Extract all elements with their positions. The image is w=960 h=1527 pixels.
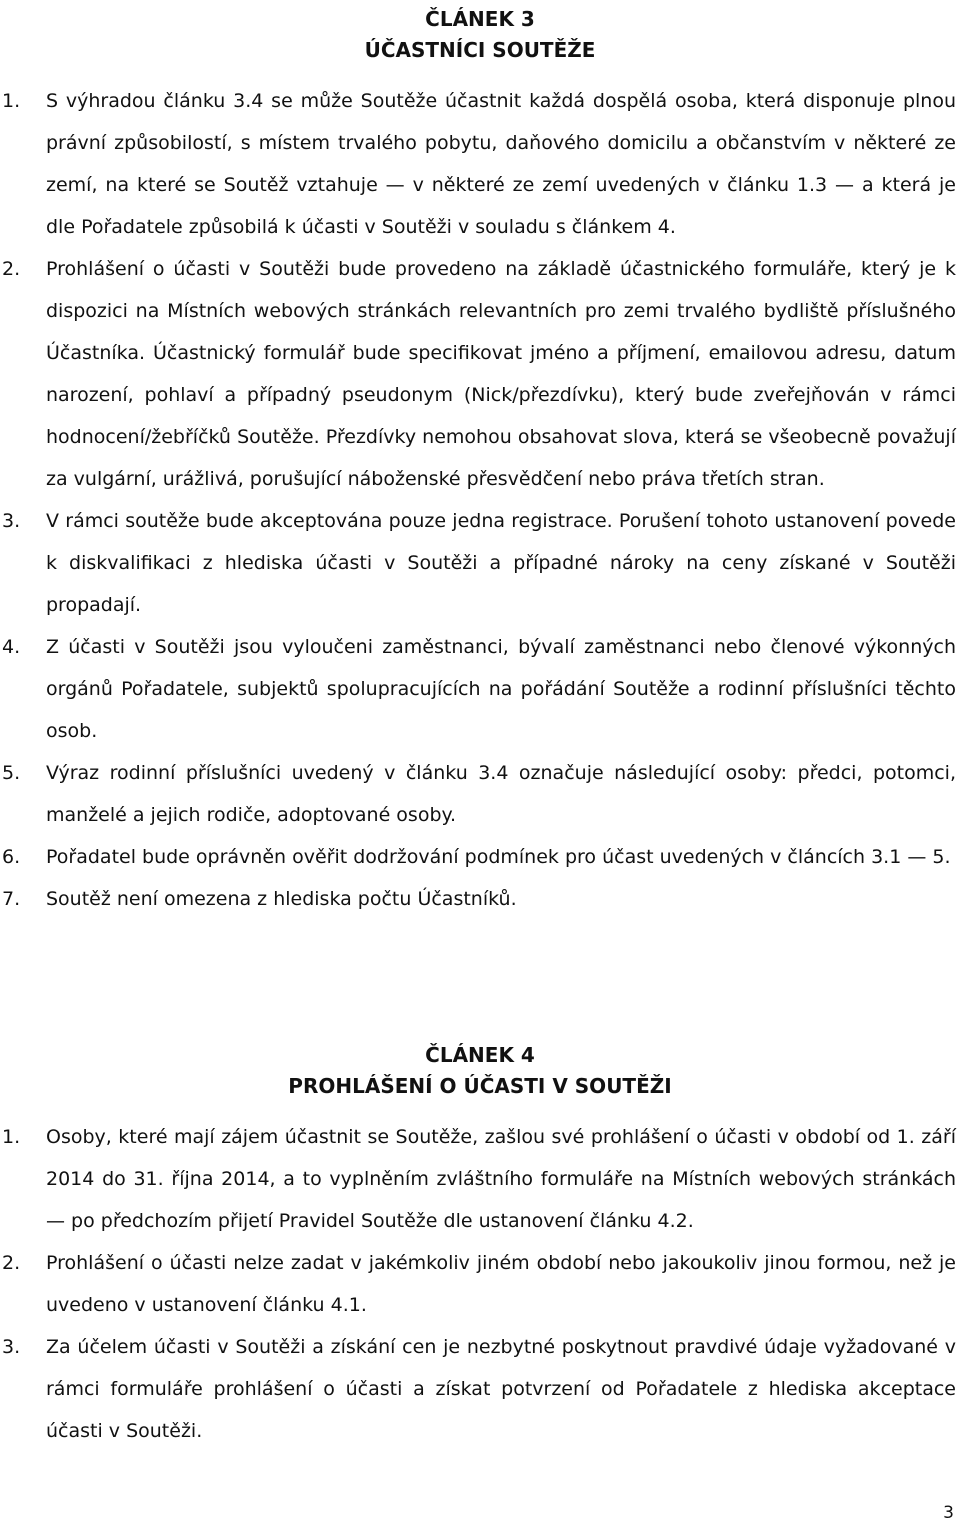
item-number: 1. [2,1126,21,1148]
list-item [0,248,960,500]
item-number: 2. [2,258,21,280]
list-item [0,80,960,248]
item-text: V rámci soutěže bude akceptována pouze jedna registrace. Porušení tohoto ustanovení povede k diskvalifikaci z hlediska účasti v Soutěži a případné nároky na ceny získané v Soutěži propadají. [46,510,956,616]
article-4-heading [0,1040,960,1102]
item-number: 4. [2,636,21,658]
article-4 [0,1040,960,1452]
item-number: 3. [2,510,21,532]
list-item [0,1326,960,1452]
list-item [0,500,960,626]
list-item [0,836,960,878]
list-item [0,626,960,752]
list-item [0,1242,960,1326]
item-number: 5. [2,762,21,784]
item-text: Prohlášení o účasti nelze zadat v jakémkoliv jiném období nebo jakoukoliv jinou formou, než je uvedeno v ustanovení článku 4.1. [46,1252,956,1316]
item-text: Osoby, které mají zájem účastnit se Soutěže, zašlou své prohlášení o účasti v období od 1. září 2014 do 31. října 2014, a to vyplněním zvláštního formuláře na Místních webových stránkách — po předchozím přijetí Pravidel Soutěže dle ustanovení článku 4.2. [46,1126,956,1232]
item-number: 3. [2,1336,21,1358]
article-3-title: ČLÁNEK 3 [425,7,535,31]
item-text: Z účasti v Soutěži jsou vyloučeni zaměstnanci, bývalí zaměstnanci nebo členové výkonných orgánů Pořadatele, subjektů spolupracujících na pořádání Soutěže a rodinní příslušníci těchto osob. [46,636,956,742]
item-number: 7. [2,888,21,910]
article-4-subtitle: PROHLÁŠENÍ O ÚČASTI V SOUTĚŽI [288,1074,672,1098]
item-number: 2. [2,1252,21,1274]
item-text: Výraz rodinní příslušníci uvedený v článku 3.4 označuje následující osoby: předci, potomci, manželé a jejich rodiče, adoptované osoby. [46,762,956,826]
list-item [0,1116,960,1242]
article-3-heading [0,4,960,66]
article-4-title: ČLÁNEK 4 [425,1043,535,1067]
item-number: 1. [2,90,21,112]
article-3-subtitle: ÚČASTNÍCI SOUTĚŽE [364,38,596,62]
article-4-list [0,1116,960,1452]
page-number: 3 [943,1503,954,1523]
article-3-list [0,80,960,920]
item-text: Prohlášení o účasti v Soutěži bude provedeno na základě účastnického formuláře, který je k dispozici na Místních webových stránkách relevantních pro zemi trvalého bydliště příslušného Účastníka. Účastnický formulář bude specifikovat jméno a příjmení, emailovou adresu, datum narození, pohlaví a případný pseudonym (Nick/přezdívku), který bude zveřejňován v rámci hodnocení/žebříčků Soutěže. Přezdívky nemohou obsahovat slova, která se všeobecně považují za vulgární, urážlivá, porušující náboženské přesvědčení nebo práva třetích stran. [46,258,956,490]
item-text: S výhradou článku 3.4 se může Soutěže účastnit každá dospělá osoba, která disponuje plnou právní způsobilostí, s místem trvalého pobytu, daňového domicilu a občanstvím v některé ze zemí, na které se Soutěž vztahuje — v některé ze zemí uvedených v článku 1.3 — a která je dle Pořadatele způsobilá k účasti v Soutěži v souladu s článkem 4. [46,90,956,238]
list-item [0,752,960,836]
item-text: Soutěž není omezena z hlediska počtu Účastníků. [46,888,517,910]
article-3 [0,4,960,920]
item-text: Pořadatel bude oprávněn ověřit dodržování podmínek pro účast uvedených v článcích 3.1 — 5. [46,846,951,868]
item-text: Za účelem účasti v Soutěži a získání cen je nezbytné poskytnout pravdivé údaje vyžadované v rámci formuláře prohlášení o účasti a získat potvrzení od Pořadatele z hlediska akceptace účasti v Soutěži. [46,1336,956,1442]
item-number: 6. [2,846,21,868]
list-item [0,878,960,920]
